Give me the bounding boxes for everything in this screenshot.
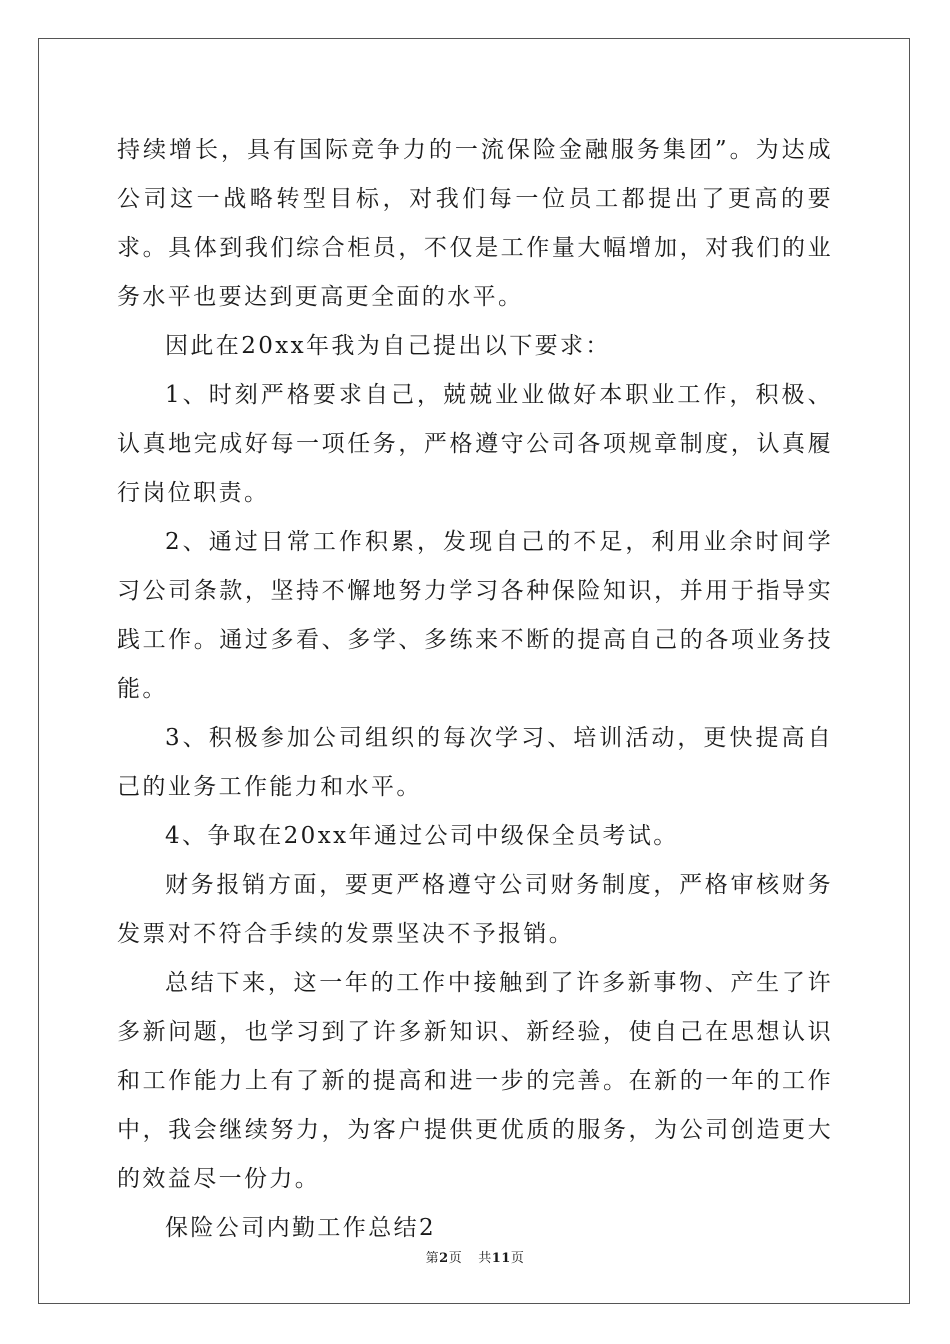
paragraph-1: 持续增长，具有国际竞争力的一流保险金融服务集团”。为达成公司这一战略转型目标，对我们每一位员工都提出了更高的要求。具体到我们综合柜员，不仅是工作量大幅增加，对我们的业务水平也要达到更高更全面的水平。 — [117, 137, 833, 310]
section-heading: 保险公司内勤工作总结2 — [165, 1215, 437, 1241]
page-suffix: 页 — [448, 1251, 463, 1266]
page-footer — [0, 1247, 950, 1266]
paragraph-6: 4、争取在20xx年通过公司中级保全员考试。 — [165, 823, 679, 849]
page-prefix: 第 — [425, 1251, 440, 1266]
total-prefix: 共 — [478, 1251, 492, 1266]
paragraph-3: 1、时刻严格要求自己，兢兢业业做好本职业工作，积极、认真地完成好每一项任务，严格遵守公司各项规章制度，认真履行岗位职责。 — [117, 382, 833, 506]
total-suffix: 页 — [510, 1251, 525, 1266]
page-total: 11 — [491, 1251, 511, 1266]
paragraph-5: 3、积极参加公司组织的每次学习、培训活动，更快提高自己的业务工作能力和水平。 — [117, 725, 833, 800]
page-current: 2 — [439, 1251, 449, 1266]
document-body — [117, 126, 833, 1253]
paragraph-4: 2、通过日常工作积累，发现自己的不足，利用业余时间学习公司条款，坚持不懈地努力学习各种保险知识，并用于指导实践工作。通过多看、多学、多练来不断的提高自己的各项业务技能。 — [117, 529, 833, 702]
paragraph-7: 财务报销方面，要更严格遵守公司财务制度，严格审核财务发票对不符合手续的发票坚决不予报销。 — [117, 872, 833, 947]
paragraph-2: 因此在20xx年我为自己提出以下要求： — [165, 333, 611, 359]
paragraph-8: 总结下来，这一年的工作中接触到了许多新事物、产生了许多新问题，也学习到了许多新知识、新经验，使自己在思想认识和工作能力上有了新的提高和进一步的完善。在新的一年的工作中，我会继续努力，为客户提供更优质的服务，为公司创造更大的效益尽一份力。 — [117, 970, 833, 1192]
